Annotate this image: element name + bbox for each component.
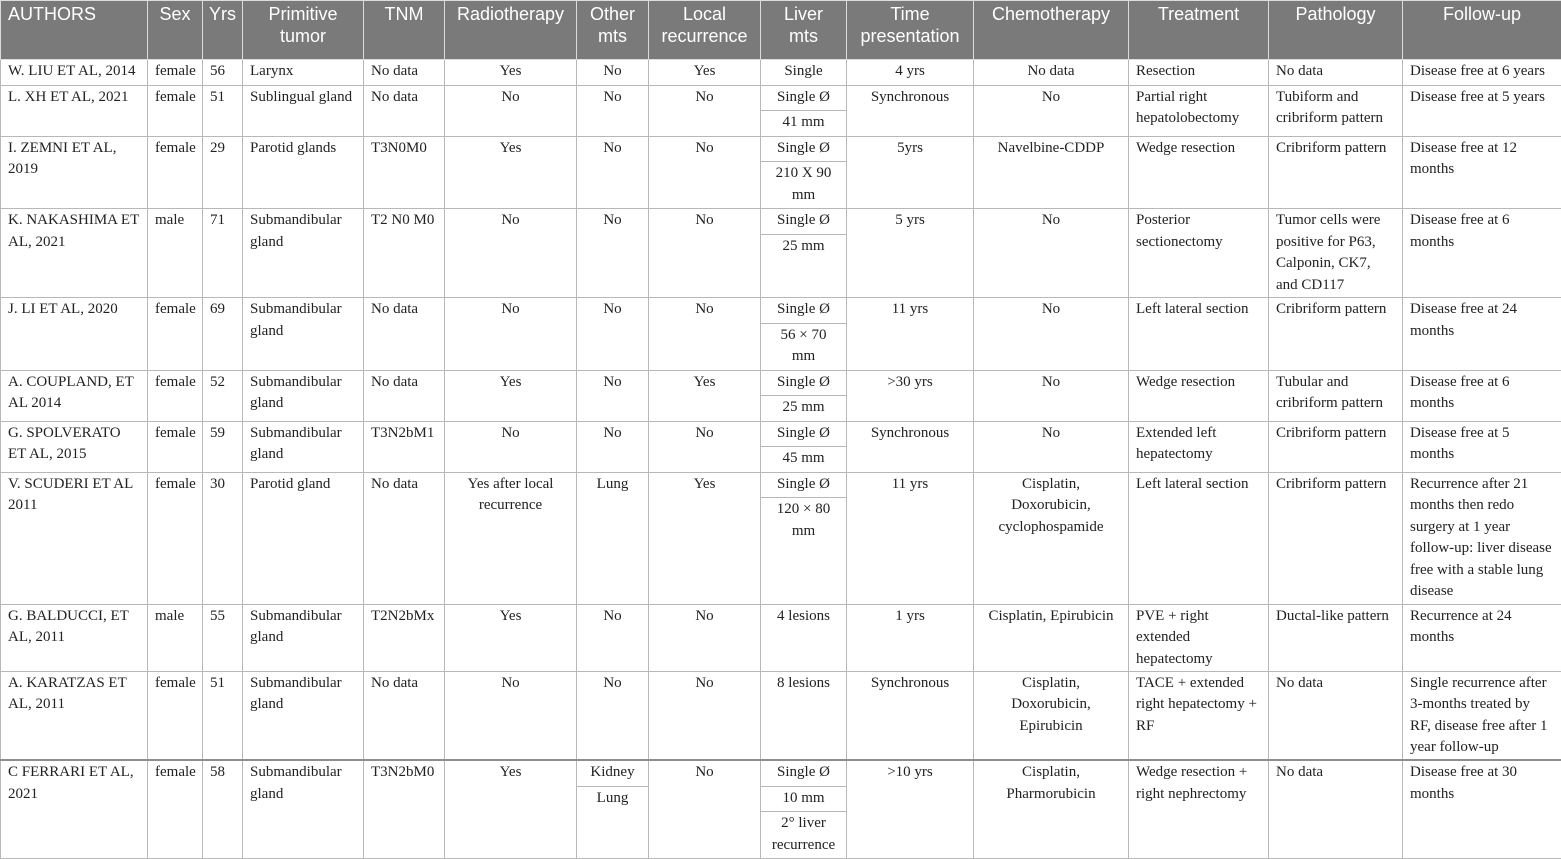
tnm-cell: No data [364, 472, 445, 604]
other-mts-cell [577, 298, 649, 371]
radiotherapy-cell: No [445, 421, 577, 472]
follow-up-cell: Disease free at 6 months [1403, 209, 1561, 298]
tnm-cell: No data [364, 298, 445, 371]
pathology-cell: Ductal-like pattern [1269, 604, 1403, 671]
liver-mts-cell [761, 60, 847, 86]
header-tnm: TNM [364, 1, 445, 60]
tnm-cell: No data [364, 85, 445, 136]
time-presentation-cell: >10 yrs [847, 760, 974, 859]
liver-mts-cell-line: Single [761, 60, 846, 85]
radiotherapy-cell: Yes after local recurrence [445, 472, 577, 604]
treatment-cell: TACE + extended right hepatectomy + RF [1129, 671, 1269, 760]
radiotherapy-cell: No [445, 85, 577, 136]
authors-cell: W. LIU ET AL, 2014 [1, 60, 148, 86]
chemotherapy-cell: Navelbine-CDDP [974, 136, 1129, 209]
pathology-cell: Cribriform pattern [1269, 472, 1403, 604]
table-row [1, 60, 1561, 86]
time-presentation-cell: >30 yrs [847, 370, 974, 421]
authors-cell: A. COUPLAND, ET AL 2014 [1, 370, 148, 421]
local-recurrence-cell: Yes [649, 60, 761, 86]
radiotherapy-cell: Yes [445, 60, 577, 86]
sex-cell: female [148, 760, 203, 859]
other-mts-cell [577, 671, 649, 760]
treatment-cell: Left lateral section [1129, 472, 1269, 604]
sex-cell: female [148, 421, 203, 472]
header-radiotherapy: Radiotherapy [445, 1, 577, 60]
sex-cell: female [148, 85, 203, 136]
liver-mts-cell [761, 298, 847, 371]
table-row [1, 370, 1561, 421]
other-mts-cell-line: No [577, 86, 648, 111]
yrs-cell: 71 [203, 209, 243, 298]
other-mts-cell-line: No [577, 298, 648, 323]
pathology-cell: Tubiform and cribriform pattern [1269, 85, 1403, 136]
header-chemotherapy: Chemotherapy [974, 1, 1129, 60]
table-row [1, 760, 1561, 859]
treatment-cell: PVE + right extended hepatectomy [1129, 604, 1269, 671]
follow-up-cell: Disease free at 5 months [1403, 421, 1561, 472]
pathology-cell: Tumor cells were positive for P63, Calponin, CK7, and CD117 [1269, 209, 1403, 298]
time-presentation-cell: 11 yrs [847, 472, 974, 604]
primitive-tumor-cell: Larynx [243, 60, 364, 86]
other-mts-cell-line: Kidney [577, 761, 648, 786]
radiotherapy-cell: No [445, 209, 577, 298]
header-pathology: Pathology [1269, 1, 1403, 60]
treatment-cell: Extended left hepatectomy [1129, 421, 1269, 472]
treatment-cell: Wedge resection + right nephrectomy [1129, 760, 1269, 859]
radiotherapy-cell: Yes [445, 136, 577, 209]
follow-up-cell: Recurrence at 24 months [1403, 604, 1561, 671]
header-liver-mts: Liver mts [761, 1, 847, 60]
chemotherapy-cell: Cisplatin, Pharmorubicin [974, 760, 1129, 859]
yrs-cell: 29 [203, 136, 243, 209]
chemotherapy-cell: No data [974, 60, 1129, 86]
follow-up-cell: Disease free at 6 years [1403, 60, 1561, 86]
yrs-cell: 51 [203, 671, 243, 760]
header-time-presentation: Time presentation [847, 1, 974, 60]
header-local-recurrence: Local recurrence [649, 1, 761, 60]
local-recurrence-cell: No [649, 421, 761, 472]
pathology-cell: Cribriform pattern [1269, 421, 1403, 472]
header-authors: AUTHORS [1, 1, 148, 60]
primitive-tumor-cell: Submandibular gland [243, 209, 364, 298]
table-body [1, 60, 1561, 859]
pathology-cell: Tubular and cribriform pattern [1269, 370, 1403, 421]
time-presentation-cell: Synchronous [847, 671, 974, 760]
table-row [1, 85, 1561, 136]
header-follow-up: Follow-up [1403, 1, 1561, 60]
other-mts-cell [577, 370, 649, 421]
local-recurrence-cell: No [649, 671, 761, 760]
sex-cell: female [148, 472, 203, 604]
authors-cell: C FERRARI ET AL, 2021 [1, 760, 148, 859]
authors-cell: G. BALDUCCI, ET AL, 2011 [1, 604, 148, 671]
liver-mts-cell [761, 209, 847, 298]
local-recurrence-cell: No [649, 209, 761, 298]
liver-mts-cell-line: 56 × 70 mm [761, 323, 846, 370]
other-mts-cell-line: No [577, 422, 648, 447]
liver-mts-cell-line: 41 mm [761, 110, 846, 136]
follow-up-cell: Disease free at 12 months [1403, 136, 1561, 209]
authors-cell: I. ZEMNI ET AL, 2019 [1, 136, 148, 209]
sex-cell: female [148, 136, 203, 209]
table-row [1, 472, 1561, 604]
primitive-tumor-cell: Submandibular gland [243, 370, 364, 421]
other-mts-cell [577, 604, 649, 671]
liver-mts-cell-line: 25 mm [761, 395, 846, 421]
other-mts-cell [577, 760, 649, 859]
treatment-cell: Left lateral section [1129, 298, 1269, 371]
primitive-tumor-cell: Submandibular gland [243, 298, 364, 371]
local-recurrence-cell: No [649, 136, 761, 209]
other-mts-cell-line: No [577, 371, 648, 396]
liver-mts-cell-line: 4 lesions [761, 605, 846, 630]
header-sex: Sex [148, 1, 203, 60]
liver-mts-cell-line: 120 × 80 mm [761, 497, 846, 544]
liver-mts-cell-line: Single Ø [761, 86, 846, 111]
tnm-cell: No data [364, 60, 445, 86]
authors-cell: K. NAKASHIMA ET AL, 2021 [1, 209, 148, 298]
time-presentation-cell: 5yrs [847, 136, 974, 209]
chemotherapy-cell: Cisplatin, Doxorubicin, cyclophospamide [974, 472, 1129, 604]
tnm-cell: T3N0M0 [364, 136, 445, 209]
other-mts-cell-line: No [577, 60, 648, 85]
chemotherapy-cell: No [974, 209, 1129, 298]
chemotherapy-cell: Cisplatin, Doxorubicin, Epirubicin [974, 671, 1129, 760]
pathology-cell: No data [1269, 60, 1403, 86]
treatment-cell: Wedge resection [1129, 370, 1269, 421]
liver-mts-cell-line: 25 mm [761, 234, 846, 260]
other-mts-cell-line: Lung [577, 786, 648, 812]
yrs-cell: 58 [203, 760, 243, 859]
yrs-cell: 51 [203, 85, 243, 136]
radiotherapy-cell: Yes [445, 370, 577, 421]
liver-mts-cell-line: 10 mm [761, 786, 846, 812]
other-mts-cell [577, 60, 649, 86]
chemotherapy-cell: No [974, 85, 1129, 136]
table-row [1, 209, 1561, 298]
pathology-cell: No data [1269, 671, 1403, 760]
liver-mts-cell [761, 370, 847, 421]
treatment-cell: Resection [1129, 60, 1269, 86]
primitive-tumor-cell: Submandibular gland [243, 760, 364, 859]
yrs-cell: 56 [203, 60, 243, 86]
primitive-tumor-cell: Sublingual gland [243, 85, 364, 136]
header-treatment: Treatment [1129, 1, 1269, 60]
sex-cell: female [148, 60, 203, 86]
chemotherapy-cell: Cisplatin, Epirubicin [974, 604, 1129, 671]
follow-up-cell: Disease free at 6 months [1403, 370, 1561, 421]
liver-mts-cell-line: 45 mm [761, 446, 846, 472]
tnm-cell: T2N2bMx [364, 604, 445, 671]
liver-mts-cell-line: Single Ø [761, 209, 846, 234]
other-mts-cell-line: No [577, 672, 648, 697]
liver-mts-cell [761, 472, 847, 604]
authors-cell: J. LI ET AL, 2020 [1, 298, 148, 371]
radiotherapy-cell: No [445, 671, 577, 760]
other-mts-cell [577, 136, 649, 209]
pathology-cell: No data [1269, 760, 1403, 859]
local-recurrence-cell: No [649, 298, 761, 371]
liver-mts-cell-line: Single Ø [761, 371, 846, 396]
primitive-tumor-cell: Parotid glands [243, 136, 364, 209]
liver-mts-cell [761, 671, 847, 760]
radiotherapy-cell: No [445, 298, 577, 371]
chemotherapy-cell: No [974, 298, 1129, 371]
follow-up-cell: Recurrence after 21 months then redo surgery at 1 year follow-up: liver disease free with a stable lung disease [1403, 472, 1561, 604]
liver-mts-cell [761, 421, 847, 472]
liver-mts-cell [761, 760, 847, 859]
primitive-tumor-cell: Submandibular gland [243, 671, 364, 760]
liver-mts-cell-line: Single Ø [761, 473, 846, 498]
chemotherapy-cell: No [974, 370, 1129, 421]
yrs-cell: 55 [203, 604, 243, 671]
follow-up-cell: Disease free at 5 years [1403, 85, 1561, 136]
liver-mts-cell [761, 85, 847, 136]
local-recurrence-cell: No [649, 760, 761, 859]
authors-cell: G. SPOLVERATO ET AL, 2015 [1, 421, 148, 472]
sex-cell: female [148, 671, 203, 760]
sex-cell: female [148, 370, 203, 421]
time-presentation-cell: 11 yrs [847, 298, 974, 371]
tnm-cell: T3N2bM1 [364, 421, 445, 472]
other-mts-cell-line: No [577, 137, 648, 162]
other-mts-cell-line: No [577, 209, 648, 234]
header-yrs: Yrs [203, 1, 243, 60]
treatment-cell: Posterior sectionectomy [1129, 209, 1269, 298]
liver-mts-cell [761, 604, 847, 671]
other-mts-cell-line: Lung [577, 473, 648, 498]
time-presentation-cell: 1 yrs [847, 604, 974, 671]
other-mts-cell [577, 85, 649, 136]
liver-mts-cell [761, 136, 847, 209]
tnm-cell: No data [364, 671, 445, 760]
liver-mts-cell-line: Single Ø [761, 298, 846, 323]
chemotherapy-cell: No [974, 421, 1129, 472]
table-row [1, 604, 1561, 671]
yrs-cell: 52 [203, 370, 243, 421]
sex-cell: male [148, 209, 203, 298]
authors-cell: A. KARATZAS ET AL, 2011 [1, 671, 148, 760]
primitive-tumor-cell: Submandibular gland [243, 604, 364, 671]
authors-cell: V. SCUDERI ET AL 2011 [1, 472, 148, 604]
authors-cell: L. XH ET AL, 2021 [1, 85, 148, 136]
table-row [1, 671, 1561, 760]
time-presentation-cell: 5 yrs [847, 209, 974, 298]
tnm-cell: T2 N0 M0 [364, 209, 445, 298]
other-mts-cell [577, 421, 649, 472]
yrs-cell: 59 [203, 421, 243, 472]
local-recurrence-cell: Yes [649, 472, 761, 604]
follow-up-cell: Disease free at 24 months [1403, 298, 1561, 371]
primitive-tumor-cell: Submandibular gland [243, 421, 364, 472]
table-row [1, 298, 1561, 371]
yrs-cell: 30 [203, 472, 243, 604]
treatment-cell: Wedge resection [1129, 136, 1269, 209]
tnm-cell: T3N2bM0 [364, 760, 445, 859]
liver-mts-cell-line: Single Ø [761, 761, 846, 786]
sex-cell: male [148, 604, 203, 671]
table-row [1, 421, 1561, 472]
time-presentation-cell: Synchronous [847, 85, 974, 136]
radiotherapy-cell: Yes [445, 604, 577, 671]
time-presentation-cell: Synchronous [847, 421, 974, 472]
pathology-cell: Cribriform pattern [1269, 136, 1403, 209]
other-mts-cell [577, 472, 649, 604]
treatment-cell: Partial right hepatolobectomy [1129, 85, 1269, 136]
liver-mts-cell-line: Single Ø [761, 137, 846, 162]
follow-up-cell: Disease free at 30 months [1403, 760, 1561, 859]
other-mts-cell-line: No [577, 605, 648, 630]
liver-mts-cell-line: 8 lesions [761, 672, 846, 697]
local-recurrence-cell: Yes [649, 370, 761, 421]
time-presentation-cell: 4 yrs [847, 60, 974, 86]
header-other-mts: Other mts [577, 1, 649, 60]
header-primitive-tumor: Primitive tumor [243, 1, 364, 60]
yrs-cell: 69 [203, 298, 243, 371]
local-recurrence-cell: No [649, 604, 761, 671]
tnm-cell: No data [364, 370, 445, 421]
sex-cell: female [148, 298, 203, 371]
follow-up-cell: Single recurrence after 3-months treated by RF, disease free after 1 year follow-up [1403, 671, 1561, 760]
liver-mts-cell-line: 210 X 90 mm [761, 161, 846, 208]
radiotherapy-cell: Yes [445, 760, 577, 859]
other-mts-cell [577, 209, 649, 298]
table-row [1, 136, 1561, 209]
pathology-cell: Cribriform pattern [1269, 298, 1403, 371]
primitive-tumor-cell: Parotid gland [243, 472, 364, 604]
liver-mts-cell-line: Single Ø [761, 422, 846, 447]
header-row [1, 1, 1561, 60]
local-recurrence-cell: No [649, 85, 761, 136]
liver-mts-cell-line: 2° liver recurrence [761, 811, 846, 858]
